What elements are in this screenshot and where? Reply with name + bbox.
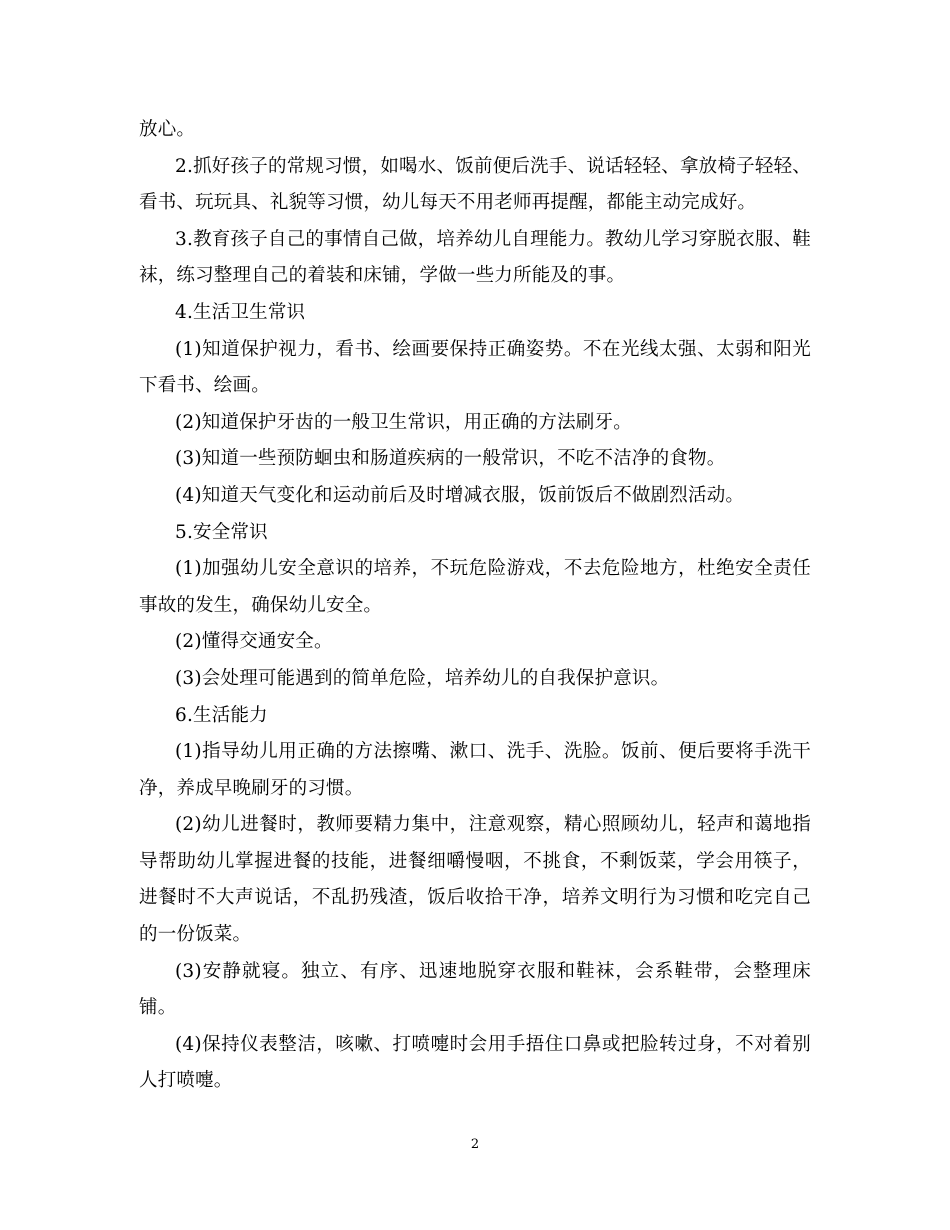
section-heading: 5.安全常识 <box>175 521 268 543</box>
paragraph: (4)保持仪表整洁，咳嗽、打喷嚏时会用手捂住口鼻或把脸转过身，不对着别人打喷嚏。 <box>139 1033 811 1092</box>
paragraph: (1)指导幼儿用正确的方法擦嘴、漱口、洗手、洗脸。饭前、便后要将手洗干净，养成早晚刷牙的习惯。 <box>139 741 811 799</box>
page-number: 2 <box>470 1137 480 1152</box>
document-body <box>139 112 811 1100</box>
paragraph: (2)知道保护牙齿的一般卫生常识，用正确的方法刷牙。 <box>175 411 632 433</box>
paragraph: (4)知道天气变化和运动前后及时增减衣服，饭前饭后不做剧烈活动。 <box>175 484 745 506</box>
paragraph: (3)安静就寝。独立、有序、迅速地脱穿衣服和鞋袜，会系鞋带，会整理床铺。 <box>139 960 811 1019</box>
section-heading: 6.生活能力 <box>175 704 268 726</box>
paragraph: (3)知道一些预防蛔虫和肠道疾病的一般常识，不吃不洁净的食物。 <box>175 448 726 470</box>
paragraph: 放心。 <box>139 119 196 140</box>
paragraph: 2.抓好孩子的常规习惯，如喝水、饭前便后洗手、说话轻轻、拿放椅子轻轻、看书、玩玩具、礼貌等习惯，幼儿每天不用老师再提醒，都能主动完成好。 <box>139 155 811 214</box>
paragraph: (3)会处理可能遇到的简单危险，培养幼儿的自我保护意识。 <box>175 667 670 689</box>
paragraph: (2)幼儿进餐时，教师要精力集中，注意观察，精心照顾幼儿，轻声和蔼地指导帮助幼儿掌握进餐的技能，进餐细嚼慢咽，不挑食，不剩饭菜，学会用筷子，进餐时不大声说话，不乱扔残渣，饭后收拾干净，培养文明行为习惯和吃完自己的一份饭菜。 <box>139 814 811 946</box>
paragraph: (1)加强幼儿安全意识的培养，不玩危险游戏，不去危险地方，杜绝安全责任事故的发生，确保幼儿安全。 <box>139 558 811 616</box>
paragraph: 3.教育孩子自己的事情自己做，培养幼儿自理能力。教幼儿学习穿脱衣服、鞋袜，练习整理自己的着装和床铺，学做一些力所能及的事。 <box>139 228 811 287</box>
paragraph: (1)知道保护视力，看书、绘画要保持正确姿势。不在光线太强、太弱和阳光下看书、绘画。 <box>139 338 811 397</box>
section-heading: 4.生活卫生常识 <box>175 301 306 323</box>
paragraph: (2)懂得交通安全。 <box>175 631 333 653</box>
